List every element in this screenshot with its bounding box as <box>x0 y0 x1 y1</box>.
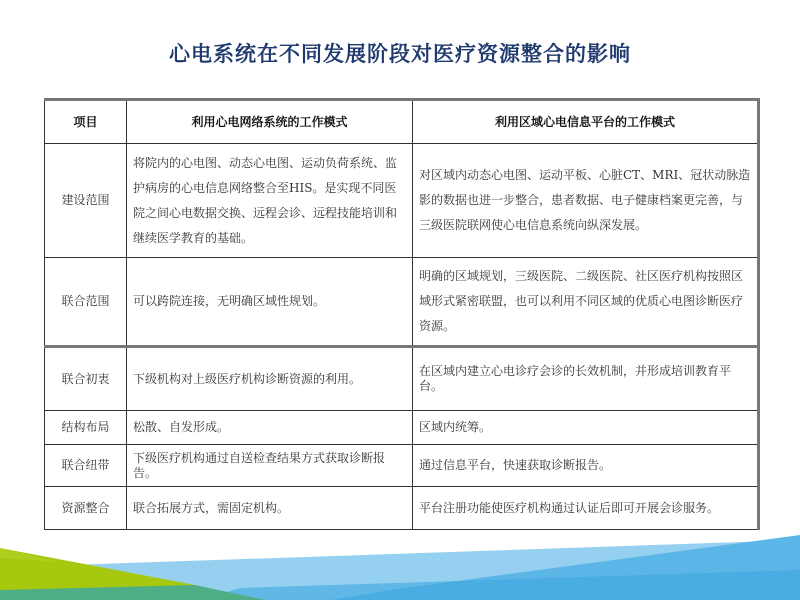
regional-mode-cell: 平台注册功能使医疗机构通过认证后即可开展会诊服务。 <box>413 487 759 530</box>
table-row <box>45 347 759 411</box>
network-mode-cell: 可以跨院连接，无明确区域性规划。 <box>127 258 413 347</box>
table-row <box>45 258 759 347</box>
table-row <box>45 144 759 258</box>
table-row <box>45 445 759 487</box>
network-mode-cell: 下级医疗机构通过自送检查结果方式获取诊断报告。 <box>127 445 413 487</box>
network-mode-cell: 下级机构对上级医疗机构诊断资源的利用。 <box>127 347 413 411</box>
network-mode-cell: 松散、自发形成。 <box>127 411 413 445</box>
regional-mode-cell: 明确的区域规划，三级医院、二级医院、社区医疗机构按照区域形式紧密联盟，也可以利用不同区域的优质心电图诊断医疗资源。 <box>413 258 759 347</box>
header-network-mode: 利用心电网络系统的工作模式 <box>127 100 413 144</box>
comparison-table <box>44 98 760 530</box>
regional-mode-cell: 通过信息平台，快速获取诊断报告。 <box>413 445 759 487</box>
header-regional-mode: 利用区域心电信息平台的工作模式 <box>413 100 759 144</box>
network-mode-cell: 将院内的心电图、动态心电图、运动负荷系统、监护病房的心电信息网络整合至HIS。是实现不同医院之间心电数据交换、远程会诊、远程技能培训和继续医学教育的基础。 <box>127 144 413 258</box>
row-label: 结构布局 <box>45 411 127 445</box>
row-label: 资源整合 <box>45 487 127 530</box>
row-label: 联合初衷 <box>45 347 127 411</box>
table-row <box>45 411 759 445</box>
network-mode-cell: 联合拓展方式，需固定机构。 <box>127 487 413 530</box>
row-label: 建设范围 <box>45 144 127 258</box>
decorative-waves <box>0 520 800 600</box>
regional-mode-cell: 对区域内动态心电图、运动平板、心脏CT、MRI、冠状动脉造影的数据也进一步整合，患者数据、电子健康档案更完善，与三级医院联网使心电信息系统向纵深发展。 <box>413 144 759 258</box>
slide-title: 心电系统在不同发展阶段对医疗资源整合的影响 <box>169 42 631 66</box>
regional-mode-cell: 在区域内建立心电诊疗会诊的长效机制，并形成培训教育平台。 <box>413 347 759 411</box>
row-label: 联合纽带 <box>45 445 127 487</box>
regional-mode-cell: 区域内统筹。 <box>413 411 759 445</box>
row-label: 联合范围 <box>45 258 127 347</box>
header-item: 项目 <box>45 100 127 144</box>
table-header-row <box>45 100 759 144</box>
